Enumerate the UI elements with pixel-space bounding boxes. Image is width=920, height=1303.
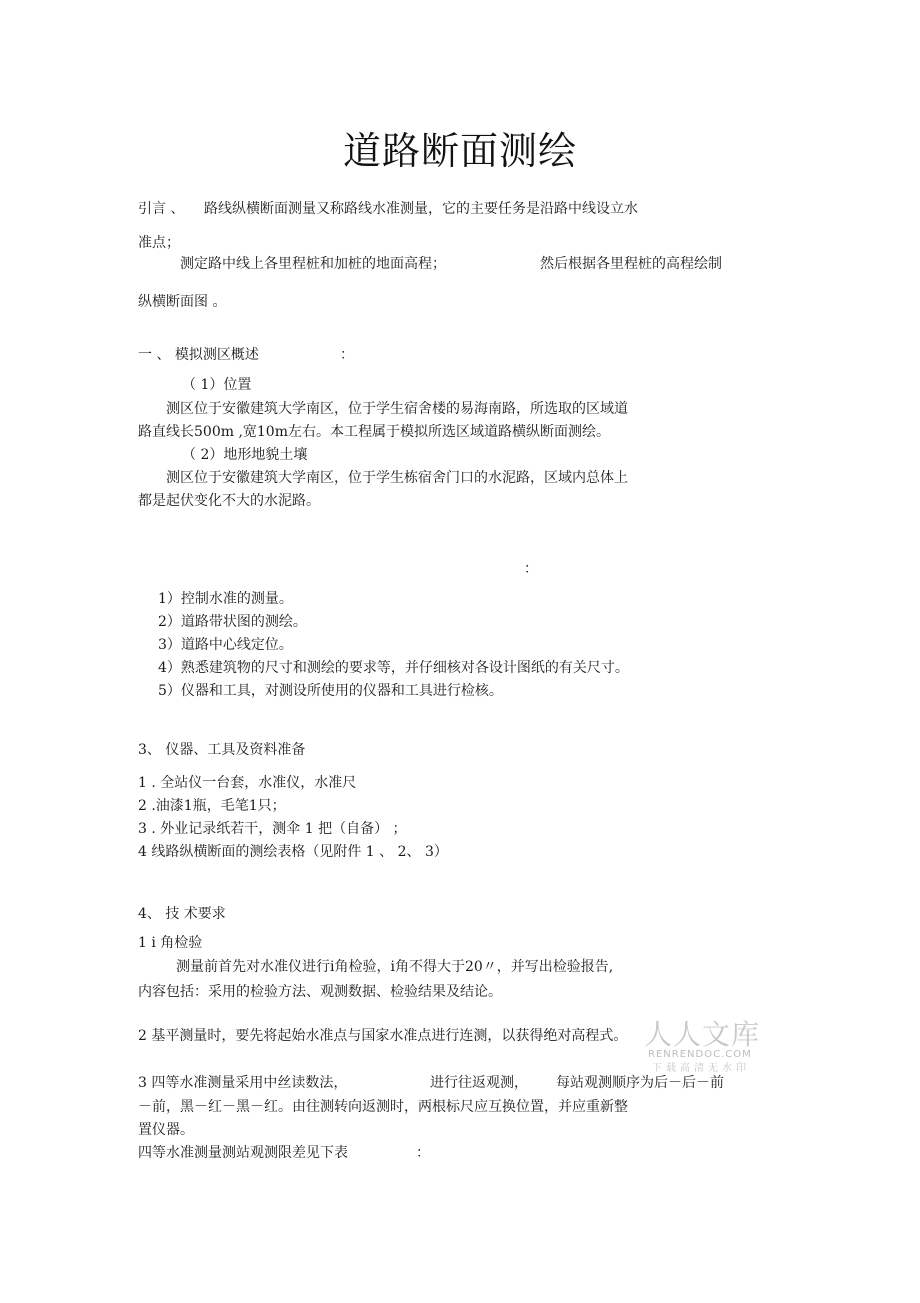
section4-item3b: 进行往返观测， [430, 1075, 528, 1091]
section4-table-intro: 四等水准测量测站观测限差见下表 [138, 1145, 348, 1161]
section2-item: 3）道路中心线定位。 [158, 637, 293, 653]
intro-line-3a: 测定路中线上各里程桩和加桩的地面高程； [180, 256, 446, 272]
section2-item: 2）道路带状图的测绘。 [158, 614, 307, 630]
section2-colon: ： [524, 561, 538, 577]
section1-sub1-text2: 路直线长500m ,宽10m左右。本工程属于模拟所选区域道路横纵断面测绘。 [138, 424, 610, 440]
section1-heading: 一 、 模拟测区概述 [138, 347, 259, 363]
section4-sub1-text2: 内容包括：采用的检验方法、观测数据、检验结果及结论。 [138, 984, 502, 1000]
section1-sub2: （ 2）地形地貌土壤 [182, 447, 308, 463]
intro-line-4: 纵横断面图 。 [138, 294, 227, 310]
watermark-tagline: 下载高清无水印 [652, 1063, 750, 1074]
intro-line-3b: 然后根据各里程桩的高程绘制 [540, 256, 722, 272]
watermark-logo [636, 1018, 776, 1082]
section1-sub2-text1: 测区位于安徽建筑大学南区，位于学生栋宿舍门口的水泥路，区域内总体上 [166, 470, 628, 486]
watermark-brand: 人人文库 [644, 1018, 761, 1051]
document-title: 道路断面测绘 [342, 129, 577, 173]
section1-sub1: （ 1）位置 [182, 377, 252, 393]
section3-item: 1 . 全站仪一台套，水准仪，水准尺 [138, 775, 357, 791]
section3-item: 4 线路纵横断面的测绘表格（见附件 1 、 2、 3） [138, 844, 448, 860]
section2-item: 4）熟悉建筑物的尺寸和测绘的要求等，并仔细核对各设计图纸的有关尺寸。 [158, 660, 629, 676]
section1-sub2-text2: 都是起伏变化不大的水泥路。 [138, 493, 320, 509]
section4-item3-line2: －前，黑－红－黑－红。由往测转向返测时，两根标尺应互换位置，并应重新整 [138, 1099, 628, 1115]
section2-item: 5）仪器和工具，对测设所使用的仪器和工具进行检核。 [158, 683, 503, 699]
section1-colon: ： [340, 347, 354, 363]
section4-item3-line3: 置仪器。 [138, 1122, 194, 1138]
section3-item: 2 .油漆1瓶，毛笔1只； [138, 798, 286, 814]
section4-sub1-text1: 测量前首先对水准仪进行i角检验，i角不得大于20〃，并写出检验报告, [176, 959, 614, 975]
section3-heading: 3、 仪器、工具及资料准备 [138, 742, 306, 758]
intro-label: 引言 、 [138, 201, 185, 217]
section4-heading: 4、 技 术要求 [138, 906, 226, 922]
section1-sub1-text1: 测区位于安徽建筑大学南区，位于学生宿舍楼的易海南路，所选取的区域道 [166, 401, 628, 417]
intro-line-1: 路线纵横断面测量又称路线水准测量，它的主要任务是沿路中线设立水 [204, 201, 638, 217]
section3-item: 3 . 外业记录纸若干，测伞 1 把（自备） ； [138, 821, 407, 837]
watermark-domain: RENRENDOC.COM [648, 1049, 752, 1060]
section4-item3c: 每站观测顺序为后－后－前 [556, 1075, 724, 1091]
section4-sub1: 1 i 角检验 [138, 935, 203, 951]
section4-table-colon: ： [416, 1145, 430, 1161]
section4-item2: 2 基平测量时，要先将起始水准点与国家水准点进行连测，以获得绝对高程式。 [138, 1028, 628, 1044]
section2-item: 1）控制水准的测量。 [158, 591, 293, 607]
intro-line-2: 准点； [138, 235, 180, 251]
section4-item3a: 3 四等水准测量采用中丝读数法， [138, 1075, 348, 1091]
